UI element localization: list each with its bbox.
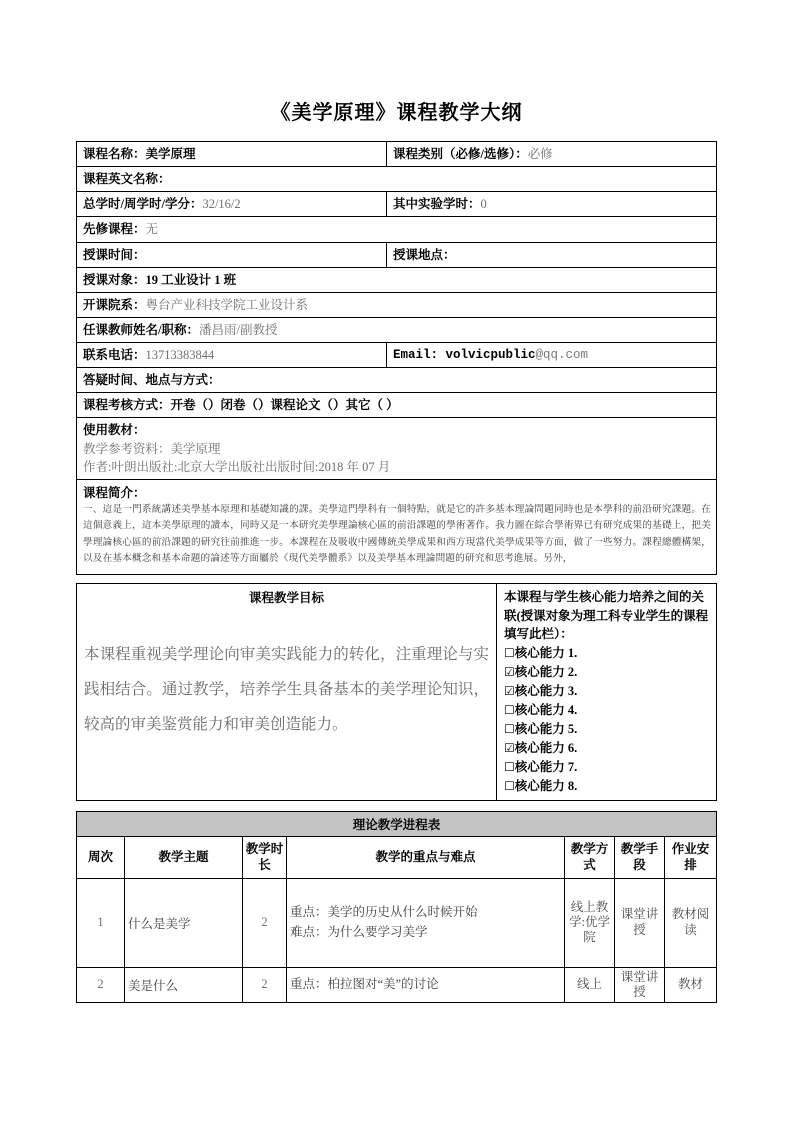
objectives-heading: 课程教学目标 xyxy=(248,590,324,605)
email-user: volvicpublic xyxy=(445,348,536,362)
core-capability-label: 核心能力 3. xyxy=(514,684,578,699)
row-method: 线上 xyxy=(564,967,614,1003)
phone-value: 13713383844 xyxy=(145,348,215,362)
teacher-cell xyxy=(77,317,717,342)
core-capability-label: 核心能力 8. xyxy=(514,779,578,794)
class-time-cell xyxy=(77,242,387,267)
checkbox-checked-icon[interactable]: ☑ xyxy=(504,665,515,680)
schedule-banner: 理论教学进程表 xyxy=(76,812,716,837)
core-capability-item-8[interactable] xyxy=(504,777,709,796)
row-method: 线上教学:优学院 xyxy=(564,878,614,967)
row-week: 2 xyxy=(76,967,124,1003)
department-label: 开课院系： xyxy=(83,297,146,312)
row-topic: 美是什么 xyxy=(124,967,242,1003)
row-hours: 2 xyxy=(242,878,286,967)
course-category-cell xyxy=(387,142,717,167)
table-row xyxy=(77,583,717,800)
audience-label: 授课对象： xyxy=(83,272,146,287)
table-row xyxy=(77,217,717,242)
column-header-topic: 教学主题 xyxy=(124,837,242,879)
page-title: 《美学原理》课程教学大纲 xyxy=(270,102,523,124)
textbook-author: 作者:叶朗出版社:北京大学出版社出版时间:2018 年 07 月 xyxy=(83,459,391,474)
table-row xyxy=(77,292,717,317)
prerequisite-label: 先修课程： xyxy=(83,222,146,237)
checkbox-unchecked-icon[interactable]: ☐ xyxy=(504,703,515,718)
table-row xyxy=(77,192,717,217)
table-row xyxy=(77,343,717,368)
table-row xyxy=(77,317,717,342)
table-row xyxy=(77,167,717,192)
table-row xyxy=(77,142,717,167)
prerequisite-cell xyxy=(77,217,717,242)
table-row xyxy=(77,418,717,479)
credit-hours-label: 总学时/周学时/学分： xyxy=(83,197,203,212)
column-header-means: 教学手段 xyxy=(614,837,664,879)
email-domain: @qq.com xyxy=(535,348,589,362)
core-capability-item-5[interactable] xyxy=(504,720,709,739)
core-capability-label: 核心能力 7. xyxy=(514,760,578,775)
office-hours-label: 答疑时间、地点与方式： xyxy=(83,373,221,388)
core-capability-cell xyxy=(497,583,717,800)
lab-hours-value: 0 xyxy=(480,197,487,212)
class-place-label: 授课地点： xyxy=(393,247,456,262)
course-category-value: 必修 xyxy=(527,147,553,161)
checkbox-unchecked-icon[interactable]: ☐ xyxy=(504,779,515,794)
audience-cell xyxy=(77,267,717,292)
exam-method-label: 课程考核方式： xyxy=(83,398,171,413)
core-capability-label: 核心能力 5. xyxy=(514,722,578,737)
phone-label: 联系电话： xyxy=(83,348,146,362)
row-points xyxy=(286,878,564,967)
course-name-value: 美学原理 xyxy=(145,147,196,161)
checkbox-checked-icon[interactable]: ☑ xyxy=(504,741,515,756)
column-header-week: 周次 xyxy=(76,837,124,879)
teacher-value: 潘昌雨/副教授 xyxy=(198,322,278,337)
checkbox-unchecked-icon[interactable]: ☐ xyxy=(504,646,515,661)
row-homework: 教材阅读 xyxy=(664,878,716,967)
core-capability-label: 核心能力 4. xyxy=(514,703,578,718)
exam-method-value: 开卷（）闭卷（）课程论文（）其它（ ） xyxy=(170,398,399,413)
table-row xyxy=(76,878,716,967)
checkbox-unchecked-icon[interactable]: ☐ xyxy=(504,760,515,775)
core-capability-label: 核心能力 1. xyxy=(514,646,578,661)
table-row xyxy=(76,812,716,837)
credit-hours-cell xyxy=(77,192,387,217)
email-cell xyxy=(387,343,717,368)
table-row xyxy=(77,479,717,574)
row-week: 1 xyxy=(76,878,124,967)
checkbox-checked-icon[interactable]: ☑ xyxy=(504,684,515,699)
table-row xyxy=(77,267,717,292)
textbook-label: 使用教材： xyxy=(83,423,146,438)
row-topic: 什么是美学 xyxy=(124,878,242,967)
audience-value: 19 工业设计 1 班 xyxy=(145,272,237,287)
table-row xyxy=(77,368,717,393)
column-header-method: 教学方式 xyxy=(564,837,614,879)
credit-hours-value: 32/16/2 xyxy=(202,197,241,212)
core-capability-item-3[interactable] xyxy=(504,682,709,701)
row-points-line2: 难点：为什么要学习美学 xyxy=(289,924,428,939)
row-hours: 2 xyxy=(242,967,286,1003)
course-name-cell xyxy=(77,142,387,167)
table-row xyxy=(77,393,717,418)
department-value: 粤台产业科技学院工业设计系 xyxy=(145,297,309,312)
row-homework: 教材 xyxy=(664,967,716,1003)
row-means: 课堂讲授 xyxy=(614,967,664,1003)
core-capability-title: 本课程与学生核心能力培养之间的关联(授课对象为理工科专业学生的课程填写此栏）： xyxy=(504,589,709,642)
lab-hours-label: 其中实验学时： xyxy=(393,197,481,212)
course-intro-label: 课程简介： xyxy=(83,485,146,500)
lab-hours-cell xyxy=(387,192,717,217)
column-header-points: 教学的重点与难点 xyxy=(286,837,564,879)
table-row xyxy=(77,242,717,267)
schedule-header-row xyxy=(76,837,716,879)
column-header-homework: 作业安排 xyxy=(664,837,716,879)
table-row xyxy=(76,967,716,1003)
class-place-cell xyxy=(387,242,717,267)
core-capability-label: 核心能力 2. xyxy=(514,665,578,680)
email-label: Email: xyxy=(393,348,439,362)
schedule-table xyxy=(76,811,717,1003)
phone-cell xyxy=(77,343,387,368)
course-category-label: 课程类别（必修/选修）： xyxy=(393,147,528,161)
objectives-table xyxy=(76,583,717,801)
objectives-body: 本课程重视美学理论向审美实践能力的转化，注重理论与实践相结合。通过教学，培养学生具备基本的美学理论知识，较高的审美鉴赏能力和审美创造能力。 xyxy=(84,645,489,733)
core-capability-item-2[interactable] xyxy=(504,663,709,682)
course-name-label: 课程名称： xyxy=(83,147,146,161)
core-capability-item-1[interactable] xyxy=(504,644,709,663)
course-intro-body: 一、這是一門系統講述美學基本原理和基礎知識的課。美學這門學科有一個特點，就是它的許多基本理論問題同時也是本學科的前沿研究課題。在這個意義上，這本美學原理的讀本，同時又是一本研究美學理論核心區的前沿課題的學術著作。我力圖在綜合學術界已有研究成果的基礎上，把美學理論核心區的前沿課題的研究往前推進一步。本課程在及吸收中國傳統美學成果和西方現當代美學成果等方面，做了一些努力。課程總體構架，以及在基本概念和基本命題的論述等方面屬於《現代美學體系》以及美學基本理論問題的研究和思考進展。另外， xyxy=(83,503,711,565)
office-hours-cell xyxy=(77,368,717,393)
textbook-reference: 教学参考资料：美学原理 xyxy=(83,441,221,456)
checkbox-unchecked-icon[interactable]: ☐ xyxy=(504,722,515,737)
row-points: 重点：柏拉图对“美”的讨论 xyxy=(286,967,564,1003)
row-means: 课堂讲授 xyxy=(614,878,664,967)
core-capability-list xyxy=(504,644,709,796)
core-capability-item-4[interactable] xyxy=(504,701,709,720)
english-name-cell xyxy=(77,167,717,192)
exam-method-cell xyxy=(77,393,717,418)
class-time-label: 授课时间： xyxy=(83,247,146,262)
textbook-cell xyxy=(77,418,717,479)
course-info-table xyxy=(76,141,717,575)
course-intro-cell xyxy=(77,479,717,574)
column-header-hours: 教学时长 xyxy=(242,837,286,879)
objectives-cell xyxy=(77,583,497,800)
prerequisite-value: 无 xyxy=(145,222,159,237)
department-cell xyxy=(77,292,717,317)
core-capability-item-6[interactable] xyxy=(504,739,709,758)
row-points-line1: 重点：美学的历史从什么时候开始 xyxy=(289,905,478,920)
english-name-label: 课程英文名称： xyxy=(83,172,171,187)
core-capability-item-7[interactable] xyxy=(504,758,709,777)
core-capability-label: 核心能力 6. xyxy=(514,741,578,756)
teacher-label: 任课教师姓名/职称： xyxy=(83,322,199,337)
